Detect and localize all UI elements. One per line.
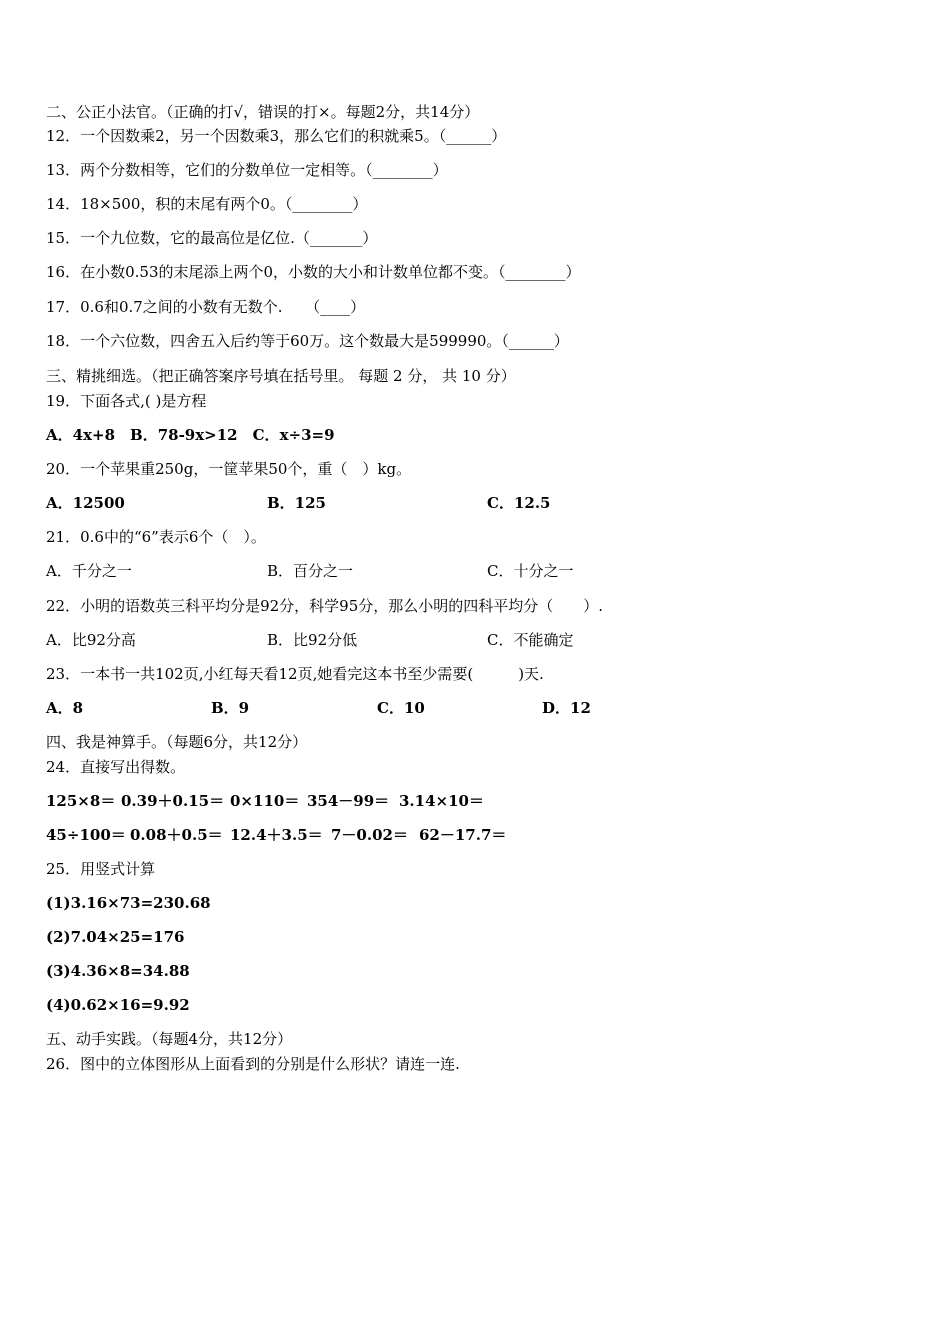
question-23-option-d: D．12 bbox=[542, 699, 591, 717]
calc-item: 45÷100＝ bbox=[46, 826, 126, 844]
question-17: 17．0.6和0.7之间的小数有无数个. （____） bbox=[46, 298, 366, 316]
calc-item: 7－0.02＝ bbox=[331, 826, 408, 844]
question-23-option-c: C．10 bbox=[377, 699, 425, 717]
calc-item: 125×8＝ bbox=[46, 792, 116, 810]
question-21-option-b: B．百分之一 bbox=[267, 562, 354, 580]
calc-item: 0.39＋0.15＝ bbox=[121, 792, 225, 810]
vertical-calc-item: (3)4.36×8=34.88 bbox=[46, 962, 190, 980]
question-20-option-a: A．12500 bbox=[46, 494, 125, 512]
question-23-option-b: B．9 bbox=[211, 699, 250, 717]
calc-item: 62－17.7＝ bbox=[419, 826, 507, 844]
question-23-stem: 23．一本书一共102页,小红每天看12页,她看完这本书至少需要( )天. bbox=[46, 665, 544, 683]
question-18: 18．一个六位数，四舍五入后约等于60万。这个数最大是599990。（______） bbox=[46, 332, 569, 350]
calc-item: 12.4＋3.5＝ bbox=[230, 826, 323, 844]
question-20-stem: 20．一个苹果重250g，一筐苹果50个，重（ ）kg。 bbox=[46, 460, 412, 478]
question-26-stem: 26．图中的立体图形从上面看到的分别是什么形状？请连一连. bbox=[46, 1055, 460, 1073]
question-22-stem: 22．小明的语数英三科平均分是92分，科学95分，那么小明的四科平均分（ ）. bbox=[46, 597, 604, 615]
question-22-option-a: A．比92分高 bbox=[46, 631, 136, 649]
question-25-stem: 25．用竖式计算 bbox=[46, 860, 156, 878]
section3-heading: 三、精挑细选。（把正确答案序号填在括号里。 每题 2 分， 共 10 分） bbox=[46, 367, 516, 385]
question-16: 16．在小数0.53的末尾添上两个0，小数的大小和计数单位都不变。（________） bbox=[46, 263, 581, 281]
question-21-option-a: A．千分之一 bbox=[46, 562, 132, 580]
question-13: 13．两个分数相等，它们的分数单位一定相等。（________） bbox=[46, 161, 448, 179]
question-15: 15．一个九位数，它的最高位是亿位.（_______） bbox=[46, 229, 378, 247]
question-12: 12．一个因数乘2，另一个因数乘3，那么它们的积就乘5。（______） bbox=[46, 127, 507, 145]
question-23-option-a: A．8 bbox=[46, 699, 84, 717]
calc-item: 0×110＝ bbox=[230, 792, 300, 810]
question-19-options: A．4x+8 B．78-9x>12 C．x÷3=9 bbox=[46, 426, 335, 444]
vertical-calc-item: (2)7.04×25=176 bbox=[46, 928, 185, 946]
section4-heading: 四、我是神算手。（每题6分，共12分） bbox=[46, 733, 308, 751]
section2-heading: 二、公正小法官。（正确的打√，错误的打×。每题2分，共14分） bbox=[46, 103, 480, 121]
vertical-calc-item: (4)0.62×16=9.92 bbox=[46, 996, 190, 1014]
question-21-option-c: C．十分之一 bbox=[487, 562, 574, 580]
section5-heading: 五、动手实践。（每题4分，共12分） bbox=[46, 1030, 293, 1048]
question-22-option-c: C．不能确定 bbox=[487, 631, 574, 649]
calc-item: 3.14×10＝ bbox=[399, 792, 484, 810]
question-14: 14．18×500，积的末尾有两个0。（________） bbox=[46, 195, 368, 213]
question-22-option-b: B．比92分低 bbox=[267, 631, 358, 649]
vertical-calc-item: (1)3.16×73=230.68 bbox=[46, 894, 211, 912]
question-20-option-b: B．125 bbox=[267, 494, 326, 512]
question-24-stem: 24．直接写出得数。 bbox=[46, 758, 186, 776]
calc-item: 0.08＋0.5＝ bbox=[130, 826, 223, 844]
calc-item: 354－99＝ bbox=[307, 792, 390, 810]
question-19-stem: 19．下面各式,( )是方程 bbox=[46, 392, 207, 410]
question-20-option-c: C．12.5 bbox=[487, 494, 551, 512]
question-21-stem: 21．0.6中的“6”表示6个（ ）。 bbox=[46, 528, 266, 546]
